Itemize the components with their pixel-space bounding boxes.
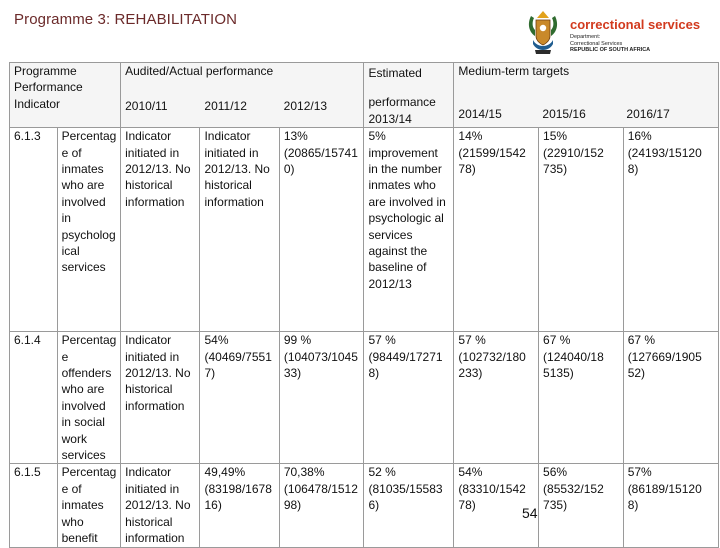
header-year-2010: 2010/11 bbox=[125, 99, 168, 114]
header-estimated-label: Estimated bbox=[368, 66, 422, 80]
cell-2015-16: 56% (85532/152 735) bbox=[539, 464, 624, 547]
cell-2016-17: 16% (24193/15120 8) bbox=[623, 128, 718, 332]
row-id: 6.1.5 bbox=[10, 464, 58, 547]
cell-2010-11: Indicator initiated in 2012/13. No historical information bbox=[121, 128, 200, 332]
cell-2014-15: 14% (21599/1542 78) bbox=[454, 128, 539, 332]
cell-2013-14: 57 % (98449/17271 8) bbox=[364, 332, 454, 464]
header-audited bbox=[121, 63, 364, 128]
brand-name: correctional services bbox=[570, 17, 701, 32]
performance-table bbox=[9, 62, 719, 548]
header-year-2015: 2015/16 bbox=[542, 107, 586, 122]
header-year-2011: 2011/12 bbox=[204, 99, 247, 114]
cell-2012-13: 99 % (104073/1045 33) bbox=[279, 332, 364, 464]
cell-2010-11: Indicator initiated in 2012/13. No historical information bbox=[121, 464, 200, 547]
page-number: 54 bbox=[522, 505, 538, 521]
coat-of-arms-icon bbox=[523, 10, 563, 56]
header-year-2014: 2014/15 bbox=[458, 107, 502, 122]
row-indicator: Percentag e of inmates who benefit bbox=[57, 464, 121, 547]
brand-subtitle bbox=[570, 34, 650, 54]
cell-2011-12: 49,49% (83198/1678 16) bbox=[200, 464, 279, 547]
row-indicator: Percentag e of inmates who are involved in psycholog ical services bbox=[57, 128, 121, 332]
row-id: 6.1.4 bbox=[10, 332, 58, 464]
header-year-2013: 2013/14 bbox=[368, 111, 412, 126]
row-id: 6.1.3 bbox=[10, 128, 58, 332]
cell-2011-12: 54% (40469/7551 7) bbox=[200, 332, 279, 464]
header-audited-label: Audited/Actual performance bbox=[125, 64, 274, 78]
header-indicator: Programme Performance Indicator bbox=[10, 63, 121, 128]
cell-2016-17: 67 % (127669/1905 52) bbox=[623, 332, 718, 464]
cell-2012-13: 13% (20865/15741 0) bbox=[279, 128, 364, 332]
header-mtef bbox=[454, 63, 719, 128]
cell-2013-14: 52 % (81035/15583 6) bbox=[364, 464, 454, 547]
cell-2010-11: Indicator initiated in 2012/13. No historical information bbox=[121, 332, 200, 464]
cell-2012-13: 70,38% (106478/1512 98) bbox=[279, 464, 364, 547]
cell-2016-17: 57% (86189/15120 8) bbox=[623, 464, 718, 547]
header-year-2012: 2012/13 bbox=[283, 99, 328, 114]
cell-2014-15: 57 % (102732/180 233) bbox=[454, 332, 539, 464]
cell-2011-12: Indicator initiated in 2012/13. No historical information bbox=[200, 128, 279, 332]
cell-2015-16: 67 % (124040/18 5135) bbox=[539, 332, 624, 464]
table-row bbox=[10, 332, 719, 464]
row-indicator: Percentag e offenders who are involved in social work services bbox=[57, 332, 121, 464]
header-estimated bbox=[364, 63, 454, 128]
header-mtef-label: Medium-term targets bbox=[458, 64, 570, 78]
table-row bbox=[10, 128, 719, 332]
table-row bbox=[10, 464, 719, 547]
header-estimated-performance: performance bbox=[368, 95, 436, 110]
cell-2013-14: 5% improvement in the number inmates who are involved in psychologic al services against the baseline of 2012/13 bbox=[364, 128, 454, 332]
page-title: Programme 3: REHABILITATION bbox=[14, 11, 238, 28]
brand-sub-ministry: Correctional Services bbox=[570, 40, 623, 47]
brand-sub-department: Department: bbox=[570, 34, 601, 40]
header-year-2016: 2016/17 bbox=[626, 107, 670, 122]
cell-2015-16: 15% (22910/152 735) bbox=[539, 128, 624, 332]
cell-2014-15: 54% (83310/1542 78) bbox=[454, 464, 539, 547]
table-header-row bbox=[10, 63, 719, 128]
brand-country: REPUBLIC OF SOUTH AFRICA bbox=[570, 47, 651, 54]
